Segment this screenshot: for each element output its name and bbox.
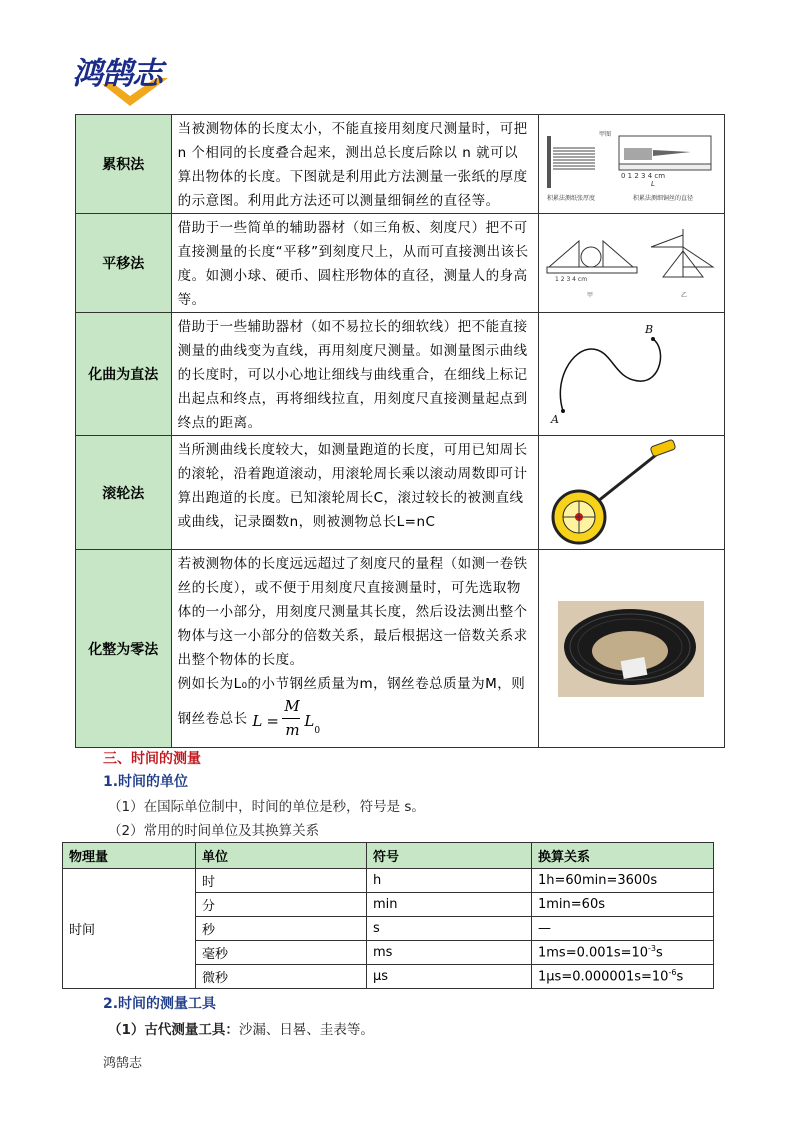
relation-base: 1ms=0.001s=10 bbox=[538, 945, 649, 961]
wheel-method-figure bbox=[538, 436, 724, 550]
method-name: 平移法 bbox=[76, 214, 172, 313]
subsection-title-tools: 2.时间的测量工具 bbox=[103, 996, 217, 1012]
unit-cell: 时 bbox=[196, 869, 367, 893]
stacking-method-figure bbox=[538, 115, 724, 214]
paragraph-si-unit: （1）在国际单位制中，时间的单位是秒，符号是 s。 bbox=[108, 799, 425, 815]
paragraph-ancient-tools bbox=[108, 1018, 374, 1038]
paragraph-common-units: （2）常用的时间单位及其换算关系 bbox=[108, 823, 320, 839]
formula-eq: = bbox=[266, 712, 280, 730]
relation-base: 1μs=0.000001s=10 bbox=[538, 969, 669, 985]
fig-ruler-2: 1 2 3 4 cm bbox=[555, 276, 588, 283]
time-units-table bbox=[62, 842, 714, 989]
relation-cell: 1h=60min=3600s bbox=[532, 869, 714, 893]
relation-cell bbox=[532, 941, 714, 965]
section-title: 三、时间的测量 bbox=[103, 751, 201, 767]
method-row bbox=[76, 313, 725, 436]
methods-table bbox=[75, 114, 725, 748]
method-row bbox=[76, 214, 725, 313]
wire-coil-photo bbox=[538, 550, 724, 748]
logo-text: 鸿鹄志 bbox=[72, 56, 162, 92]
formula-den: m bbox=[285, 721, 301, 739]
fig-caption-b: 乙 bbox=[681, 292, 688, 299]
method-desc-total: 钢丝卷总长 bbox=[177, 711, 248, 727]
header-unit: 单位 bbox=[196, 843, 367, 869]
symbol-cell: h bbox=[367, 869, 532, 893]
subsection-title-units: 1.时间的单位 bbox=[103, 774, 189, 790]
logo bbox=[72, 48, 190, 110]
page-footer: 鸿鹄志 bbox=[103, 1056, 143, 1071]
measuring-wheel-illustration bbox=[543, 439, 719, 547]
symbol-cell: min bbox=[367, 893, 532, 917]
ancient-tools-list: 沙漏、日晷、圭表等。 bbox=[238, 1022, 374, 1038]
unit-cell: 微秒 bbox=[196, 965, 367, 989]
formula-num: M bbox=[284, 697, 301, 715]
header-quantity: 物理量 bbox=[63, 843, 196, 869]
method-desc bbox=[171, 550, 538, 748]
formula-rhs: L bbox=[304, 712, 315, 730]
fig-caption-1: 积累法测纸张厚度 bbox=[547, 195, 596, 202]
fig-caption-2: 积累法测细铜丝的直径 bbox=[633, 195, 694, 202]
curve-method-figure bbox=[538, 313, 724, 436]
method-desc: 当被测物体的长度太小，不能直接用刻度尺测量时，可把 n 个相同的长度叠合起来，测出总长度后除以 n 就可以算出物体的长度。下图就是利用此方法测量一张纸的厚度的示意图。利用此方法还可以测量细铜丝的直径等。 bbox=[171, 115, 538, 214]
quantity-cell: 时间 bbox=[63, 869, 196, 989]
translation-illustration bbox=[543, 221, 719, 305]
method-row bbox=[76, 550, 725, 748]
fig-ruler: 0 1 2 3 4 cm bbox=[621, 172, 666, 180]
table-header-row bbox=[63, 843, 714, 869]
point-a: A bbox=[551, 413, 560, 426]
relation-exponent: -6 bbox=[668, 968, 677, 978]
method-row bbox=[76, 436, 725, 550]
relation-exponent: -3 bbox=[648, 944, 657, 954]
wire-coil-illustration bbox=[558, 601, 704, 697]
relation-cell: 1min=60s bbox=[532, 893, 714, 917]
method-desc-example: 例如长为L₀的小节钢丝质量为m，钢丝卷总质量为M，则 bbox=[177, 676, 526, 692]
header-symbol: 符号 bbox=[367, 843, 532, 869]
table-row bbox=[63, 869, 714, 893]
method-name: 化整为零法 bbox=[76, 550, 172, 748]
method-desc: 借助于一些简单的辅助器材（如三角板、刻度尺）把不可直接测量的长度“平移”到刻度尺上，从而可直接测出该长度。如测小球、硬币、圆柱形物体的直径，测量人的身高等。 bbox=[171, 214, 538, 313]
symbol-cell: ms bbox=[367, 941, 532, 965]
ancient-tools-label: （1）古代测量工具： bbox=[108, 1022, 239, 1038]
unit-cell: 分 bbox=[196, 893, 367, 917]
symbol-cell: s bbox=[367, 917, 532, 941]
stacking-illustration bbox=[543, 122, 719, 206]
relation-cell: — bbox=[532, 917, 714, 941]
method-desc: 借助于一些辅助器材（如不易拉长的细软线）把不能直接测量的曲线变为直线，再用刻度尺测量。如测量图示曲线的长度时，可以小心地让细线与曲线重合，在细线上标记出起点和终点，再将细线拉直，用刻度尺直接测量起点到终点的距离。 bbox=[171, 313, 538, 436]
relation-unit: s bbox=[676, 969, 684, 985]
method-name: 滚轮法 bbox=[76, 436, 172, 550]
method-row bbox=[76, 115, 725, 214]
relation-unit: s bbox=[656, 945, 663, 961]
formula-sub: 0 bbox=[314, 726, 321, 736]
fig-title: 甲图 bbox=[599, 131, 612, 138]
fig-L: L bbox=[651, 180, 656, 188]
unit-cell: 毫秒 bbox=[196, 941, 367, 965]
curve-illustration bbox=[543, 319, 719, 429]
fig-caption-a: 甲 bbox=[587, 292, 594, 299]
method-name: 累积法 bbox=[76, 115, 172, 214]
length-formula bbox=[252, 696, 324, 742]
translation-method-figure bbox=[538, 214, 724, 313]
method-desc-text: 若被测物体的长度远远超过了刻度尺的量程（如测一卷铁丝的长度），或不便于用刻度尺直接测量时，可先选取物体的一小部分，用刻度尺测量其长度，然后设法测出整个物体与这一小部分的倍数关系，最后根据这一倍数关系求出整个物体的长度。 bbox=[177, 556, 528, 668]
method-name: 化曲为直法 bbox=[76, 313, 172, 436]
symbol-cell: μs bbox=[367, 965, 532, 989]
header-relation: 换算关系 bbox=[532, 843, 714, 869]
relation-cell bbox=[532, 965, 714, 989]
point-b: B bbox=[645, 323, 654, 336]
unit-cell: 秒 bbox=[196, 917, 367, 941]
formula-lhs: L bbox=[252, 712, 263, 730]
method-desc: 当所测曲线长度较大，如测量跑道的长度，可用已知周长的滚轮，沿着跑道滚动，用滚轮周长乘以滚动周数即可计算出跑道的长度。已知滚轮周长C，滚过较长的被测直线或曲线，记录圈数n，则被测物总长L=nC bbox=[171, 436, 538, 550]
